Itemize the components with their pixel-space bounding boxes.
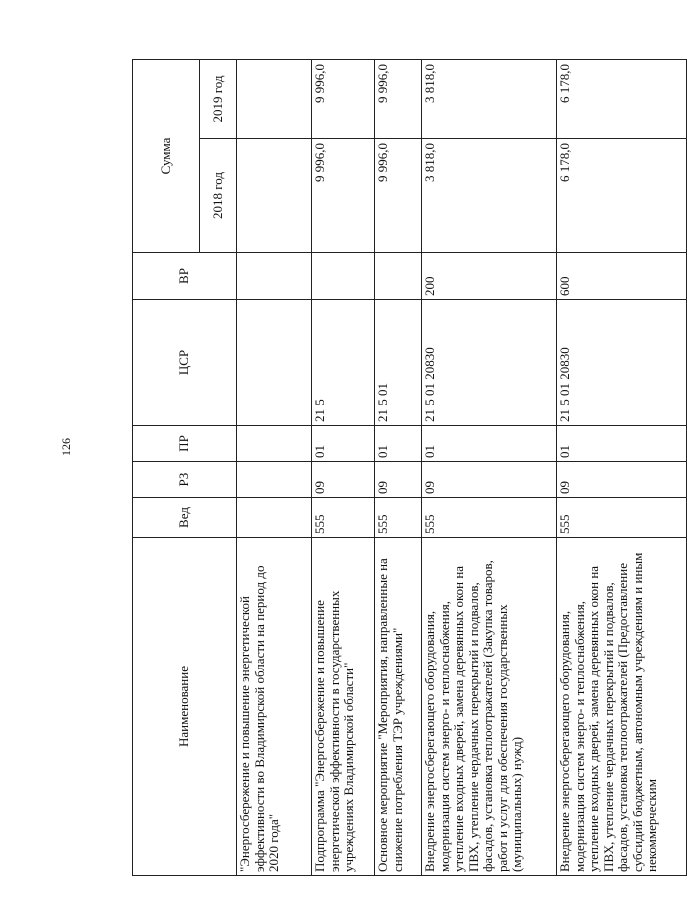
- row-csr: 21 5 01 20830: [422, 300, 557, 426]
- header-2018: 2018 год: [200, 139, 237, 253]
- row-pr: [237, 426, 312, 462]
- row-sum-2019: 9 996,0: [375, 60, 422, 139]
- row-sum-2019: 3 818,0: [422, 60, 557, 139]
- row-rz: 09: [375, 462, 422, 498]
- row-sum-2018: 9 996,0: [312, 139, 375, 253]
- row-ved: 555: [557, 498, 687, 538]
- row-vr: [375, 253, 422, 300]
- row-rz: 09: [422, 462, 557, 498]
- row-csr: 21 5: [312, 300, 375, 426]
- header-csr: ЦСР: [133, 300, 237, 426]
- table-row: [375, 60, 422, 876]
- row-pr: 01: [312, 426, 375, 462]
- header-pr: ПР: [133, 426, 237, 462]
- header-rz: РЗ: [133, 462, 237, 498]
- row-pr: 01: [422, 426, 557, 462]
- header-name: Наименование: [133, 538, 237, 876]
- row-ved: 555: [375, 498, 422, 538]
- rotated-budget-table: [132, 60, 659, 876]
- row-ved: 555: [312, 498, 375, 538]
- row-pr: 01: [557, 426, 687, 462]
- row-name: Подпрограмма "Энергосбережение и повышение энергетической эффективности в государственных учреждениях Владимирской области": [312, 538, 375, 876]
- row-pr: 01: [375, 426, 422, 462]
- row-ved: 555: [422, 498, 557, 538]
- row-sum-2018: 6 178,0: [557, 139, 687, 253]
- row-vr: 600: [557, 253, 687, 300]
- row-name: Внедрение энергосберегающего оборудования, модернизация систем энерго- и теплоснабжения, утепление входных дверей, замена деревянных окон на ПВХ, утепление чердачных перекрытий и подвалов, фасадов, установка теплоотражателей (Закупка товаров, работ и услуг для обеспечения государственных (муниципальных) нужд): [422, 538, 557, 876]
- budget-table: [132, 59, 687, 876]
- row-name: "Энергосбережение и повышение энергетической эффективности во Владимирской области на период до 2020 года": [237, 538, 312, 876]
- row-vr: 200: [422, 253, 557, 300]
- header-2019: 2019 год: [200, 60, 237, 139]
- table-row: [422, 60, 557, 876]
- header-sum: Сумма: [133, 60, 200, 253]
- row-sum-2018: [237, 139, 312, 253]
- row-sum-2018: 3 818,0: [422, 139, 557, 253]
- row-vr: [237, 253, 312, 300]
- row-sum-2018: 9 996,0: [375, 139, 422, 253]
- row-rz: 09: [312, 462, 375, 498]
- row-csr: 21 5 01: [375, 300, 422, 426]
- row-csr: 21 5 01 20830: [557, 300, 687, 426]
- row-vr: [312, 253, 375, 300]
- row-rz: [237, 462, 312, 498]
- row-rz: 09: [557, 462, 687, 498]
- row-sum-2019: 9 996,0: [312, 60, 375, 139]
- page-number: 126: [59, 438, 73, 456]
- header-vr: ВР: [133, 253, 237, 300]
- table-row: [312, 60, 375, 876]
- row-sum-2019: 6 178,0: [557, 60, 687, 139]
- row-sum-2019: [237, 60, 312, 139]
- header-ved: Вед: [133, 498, 237, 538]
- row-name: Внедрение энергосберегающего оборудования, модернизация систем энерго- и теплоснабжения, утепление входных дверей, замена деревянных окон на ПВХ, утепление чердачных перекрытий и подвалов, фасадов, установка теплоотражателей (Предоставление субсидий бюджетным, автономным учреждениям и иным некоммерческим: [557, 538, 687, 876]
- row-name: Основное мероприятие "Мероприятия, направленные на снижение потребления ТЭР учреждениями": [375, 538, 422, 876]
- row-ved: [237, 498, 312, 538]
- row-csr: [237, 300, 312, 426]
- table-row: [237, 60, 312, 876]
- table-row: [557, 60, 687, 876]
